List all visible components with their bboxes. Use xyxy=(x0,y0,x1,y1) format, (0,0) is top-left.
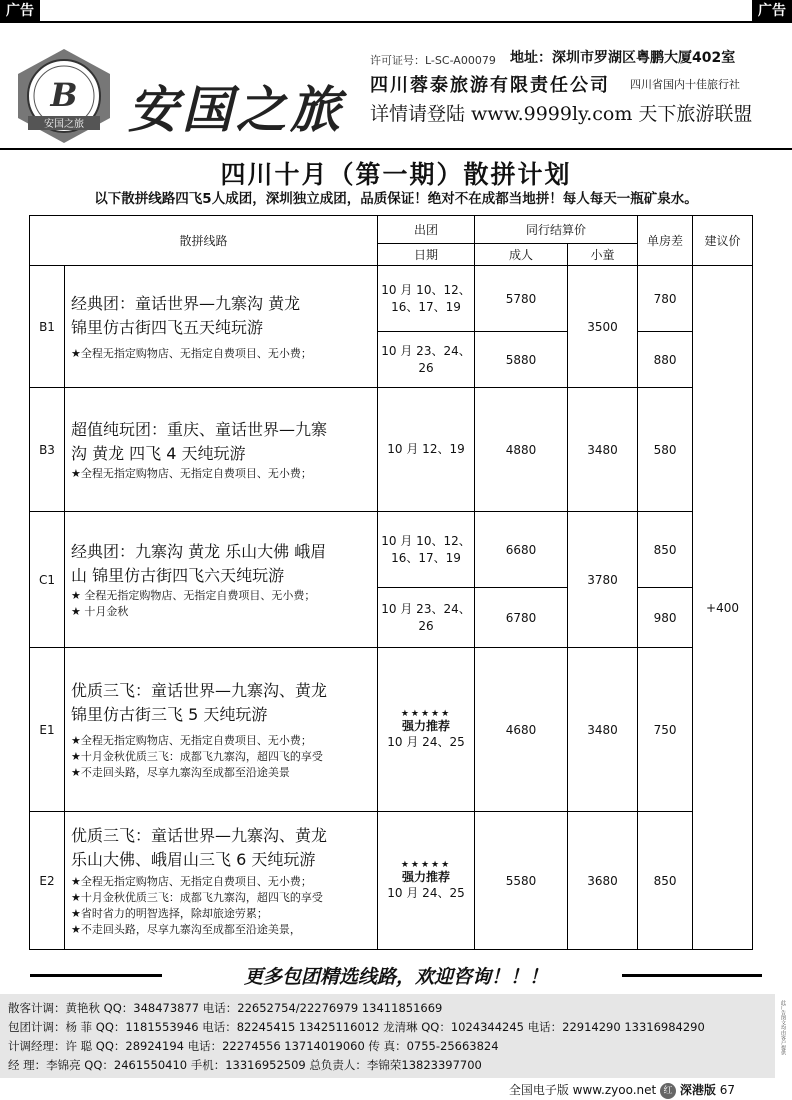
ad-tag-right: 广告 xyxy=(752,0,792,22)
route-line: 经典团：童话世界—九寨沟 黄龙 xyxy=(71,293,301,313)
contact-line: 包团计调：杨 菲 QQ：1181553946 电话：82245415 13425116012 龙清琳 QQ：1024344245 电话：22914290 13316984290 xyxy=(8,1020,705,1034)
route-note: ★ 十月金秋 xyxy=(71,604,129,618)
route-note: ★不走回头路，尽享九寨沟至成都至沿途美景， xyxy=(71,922,301,936)
edition-badge-icon: 红 xyxy=(660,1083,676,1099)
route-line: 乐山大佛、峨眉山三飞 6 天纯玩游 xyxy=(71,849,316,869)
header-divider xyxy=(0,148,792,150)
table-row xyxy=(30,812,753,950)
route-code: E2 xyxy=(30,812,65,950)
child-price: 3480 xyxy=(568,388,638,512)
adult-price: 6780 xyxy=(475,588,568,648)
brand-name: 安国之旅 xyxy=(128,80,344,139)
adult-price: 4680 xyxy=(475,648,568,812)
single-room-diff: 880 xyxy=(638,332,693,388)
header-peer-price: 同行结算价 xyxy=(475,216,638,244)
header-suggested: 建议价 xyxy=(693,216,753,266)
route-line: 优质三飞：童话世界—九寨沟、黄龙 xyxy=(71,680,328,700)
depart-date: 10 月 12、19 xyxy=(378,388,475,512)
page-number: 67 xyxy=(719,1083,735,1097)
route-note: ★ 全程无指定购物店、无指定自费项目、无小费； xyxy=(71,588,316,602)
route-line: 优质三飞：童话世界—九寨沟、黄龙 xyxy=(71,825,328,845)
header-date: 日期 xyxy=(378,244,475,266)
route-note: ★不走回头路，尽享九寨沟至成都至沿途美景 xyxy=(71,765,290,779)
side-note: 此广告图文均由客户提供 xyxy=(780,1000,786,1055)
route-code: E1 xyxy=(30,648,65,812)
single-room-diff: 580 xyxy=(638,388,693,512)
depart-date: 10 月 23、24、26 xyxy=(378,332,475,388)
recommend-badge: 强力推荐 xyxy=(402,718,451,733)
route-code: C1 xyxy=(30,512,65,648)
route-line: 锦里仿古街三飞 5 天纯玩游 xyxy=(71,704,268,724)
child-price: 3680 xyxy=(568,812,638,950)
edition-site: 全国电子版 www.zyoo.net xyxy=(508,1083,657,1097)
ranking-text: 四川省国内十佳旅行社 xyxy=(630,78,740,91)
depart-date-cell xyxy=(378,812,475,950)
header-child: 小童 xyxy=(568,244,638,266)
page-subtitle: 以下散拼线路四飞5人成团，深圳独立成团，品质保证！绝对不在成都当地拼！每人每天一瓶矿泉水。 xyxy=(94,191,698,207)
recommend-badge: 强力推荐 xyxy=(402,869,451,884)
route-line: 山 锦里仿古街四飞六天纯玩游 xyxy=(71,565,285,585)
adult-price: 5780 xyxy=(475,266,568,332)
route-line: 锦里仿古街四飞五天纯玩游 xyxy=(71,317,264,337)
banner-text: 更多包团精选线路，欢迎咨询！！！ xyxy=(243,966,548,988)
single-room-diff: 750 xyxy=(638,648,693,812)
ad-tag-left: 广告 xyxy=(0,0,40,22)
depart-date: 10 月 24、25 xyxy=(387,734,465,749)
depart-date: 10 月 24、25 xyxy=(387,885,465,900)
route-note: ★十月金秋优质三飞：成都飞九寨沟，超四飞的享受 xyxy=(71,749,323,763)
route-note: ★全程无指定购物店、无指定自费项目、无小费； xyxy=(71,466,312,480)
header-adult: 成人 xyxy=(475,244,568,266)
route-note: ★全程无指定购物店、无指定自费项目、无小费； xyxy=(71,733,312,747)
contact-line: 散客计调：黄艳秋 QQ：348473877 电话：22652754/22276979 13411851669 xyxy=(8,1001,443,1015)
license-number: 许可证号：L-SC-A00079 xyxy=(370,54,496,67)
child-price: 3500 xyxy=(568,266,638,388)
address: 地址：深圳市罗湖区粤鹏大厦402室 xyxy=(510,50,736,66)
depart-date: 10 月 10、12、16、17、19 xyxy=(378,266,475,332)
route-line: 超值纯玩团：重庆、童话世界—九寨 xyxy=(71,419,328,439)
logo-letter: B xyxy=(50,76,78,114)
depart-date: 10 月 10、12、16、17、19 xyxy=(378,512,475,588)
depart-date: 10 月 23、24、26 xyxy=(378,588,475,648)
stars-icon: ★★★★★ xyxy=(400,859,452,870)
single-room-diff: 850 xyxy=(638,812,693,950)
route-code: B3 xyxy=(30,388,65,512)
table-row xyxy=(30,648,753,812)
route-note: ★全程无指定购物店、无指定自费项目、无小费； xyxy=(71,346,312,360)
single-room-diff: 850 xyxy=(638,512,693,588)
table-row xyxy=(30,512,753,588)
route-note: ★省时省力的明智选择，除却旅途劳累； xyxy=(71,906,268,920)
adult-price: 4880 xyxy=(475,388,568,512)
side-strip xyxy=(775,994,792,1078)
edition-name: 深港版 xyxy=(679,1083,716,1097)
single-room-diff: 980 xyxy=(638,588,693,648)
banner-line-right xyxy=(622,974,762,977)
child-price: 3780 xyxy=(568,512,638,648)
tour-table xyxy=(29,215,753,950)
route-description xyxy=(65,648,378,812)
page-title: 四川十月（第一期）散拼计划 xyxy=(220,160,572,189)
suggested-price: +400 xyxy=(693,266,753,950)
table-row xyxy=(30,266,753,332)
route-line: 沟 黄龙 四飞 4 天纯玩游 xyxy=(71,443,246,463)
depart-date-cell xyxy=(378,648,475,812)
footer-banner xyxy=(30,963,762,987)
company-name: 四川蓉泰旅游有限责任公司 xyxy=(370,75,610,96)
single-room-diff: 780 xyxy=(638,266,693,332)
adult-price: 5880 xyxy=(475,332,568,388)
route-code: B1 xyxy=(30,266,65,388)
top-divider xyxy=(0,21,792,23)
stars-icon: ★★★★★ xyxy=(400,708,452,719)
route-description xyxy=(65,512,378,648)
contact-line: 计调经理：许 聪 QQ：28924194 电话：22274556 13714019060 传 真：0755-25663824 xyxy=(8,1039,499,1053)
route-description xyxy=(65,388,378,512)
route-description xyxy=(65,266,378,388)
website-text: 详情请登陆 www.9999ly.com 天下旅游联盟 xyxy=(370,103,753,125)
adult-price: 5580 xyxy=(475,812,568,950)
header xyxy=(0,24,792,148)
header-route: 散拼线路 xyxy=(30,216,378,266)
table-row xyxy=(30,388,753,512)
route-note: ★十月金秋优质三飞：成都飞九寨沟，超四飞的享受 xyxy=(71,890,323,904)
company-logo-icon xyxy=(14,46,114,146)
contact-line: 经 理：李锦亮 QQ：2461550410 手机：13316952509 总负责人：李锦荣13823397700 xyxy=(8,1058,482,1072)
header-depart: 出团 xyxy=(378,216,475,244)
child-price: 3480 xyxy=(568,648,638,812)
adult-price: 6680 xyxy=(475,512,568,588)
page-footer xyxy=(509,1081,735,1099)
route-line: 经典团：九寨沟 黄龙 乐山大佛 峨眉 xyxy=(71,541,327,561)
route-description xyxy=(65,812,378,950)
route-note: ★全程无指定购物店、无指定自费项目、无小费； xyxy=(71,874,312,888)
header-single-diff: 单房差 xyxy=(638,216,693,266)
contact-block xyxy=(0,994,775,1078)
logo-text: 安国之旅 xyxy=(44,119,84,130)
